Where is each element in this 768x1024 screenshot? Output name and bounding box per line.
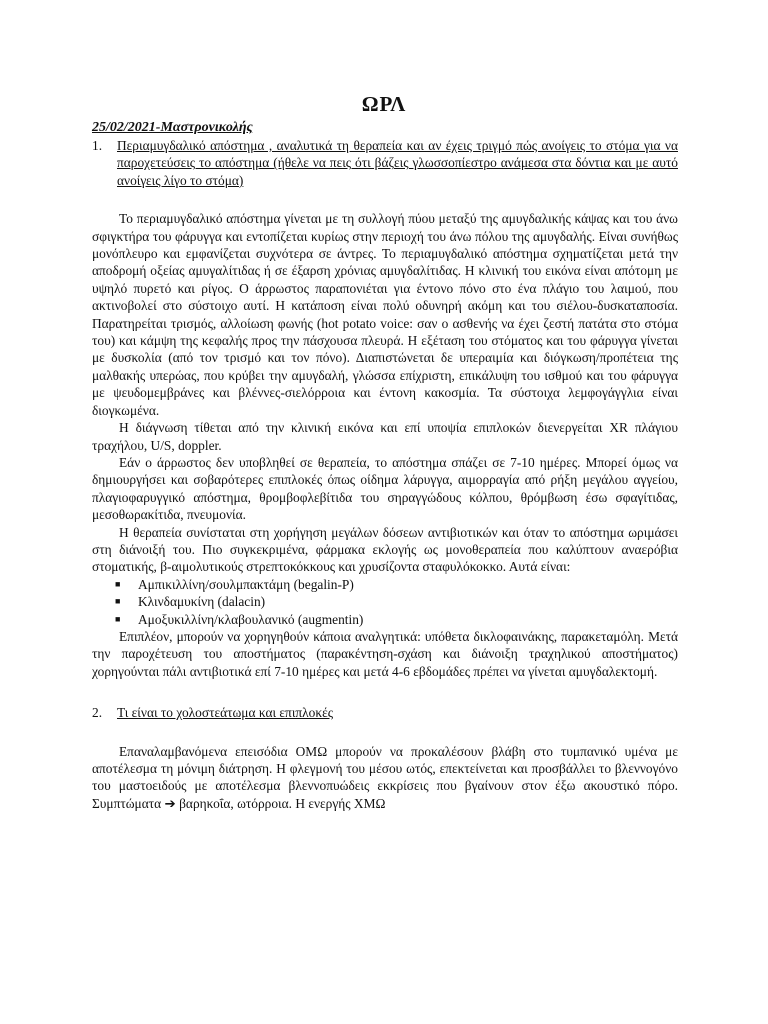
square-bullet-icon: ■ <box>115 613 121 624</box>
answer-1-paragraph-2: Η διάγνωση τίθεται από την κλινική εικόνα και επί υποψία επιπλοκών διενεργείται XR πλάγιου τραχήλου, U/S, doppler. <box>92 420 678 453</box>
square-bullet-icon: ■ <box>115 596 121 607</box>
question-1-number: 1. <box>92 138 103 153</box>
answer-2-text-after-arrow: βαρηκοΐα, ωτόρροια. Η ενεργής ΧΜΩ <box>179 795 386 811</box>
square-bullet-icon: ■ <box>115 578 121 589</box>
answer-2-paragraph-1 <box>92 743 678 814</box>
answer-2-text-before-arrow: Επαναλαμβανόμενα επεισόδια ΟΜΩ μπορούν να προκαλέσουν βλάβη στο τυμπανικό υμένα με αποτέλεσμα τη μόνιμη διάτρηση. Η φλεγμονή του μέσου ωτός, επεκτείνεται και προσβάλλει το βλεννογόνο του μαστοειδούς με αποτέλεσμα βλεννοπυώδεις εκκρίσεις που βγαίνουν στον έξω ακουστικό πόρο. Συμπτώματα <box>92 743 678 811</box>
right-arrow-icon: ➔ <box>164 796 176 812</box>
spacer <box>92 680 678 704</box>
answer-1-paragraph-1: Το περιαμυγδαλικό απόστημα γίνεται με τη συλλογή πύου μεταξύ της αμυγδαλικής κάψας και του άνω σφιγκτήρα του φάρυγγα και εντοπίζεται κυρίως στην περιοχή του άνω πόλου της αμυγδαλής. Είναι συνήθως μονόπλευρο και εμφανίζεται συχνότερα σε άντρες. Το περιαμυγδαλικό απόστημα σχηματίζεται μετά την αποδρομή οξείας αμυγαλίτιδας ή σε έξαρση χρόνιας αμυγδαλίτιδας. Η κλινική του εικόνα είναι απότομη με υψηλό πυρετό και ρίγος. Ο άρρωστος παραπονιέται για έντονο πόνο στο ένα πλάγιο του λαιμού, που ακτινοβολεί στο σύστοιχο αυτί. Η κατάποση είναι πολύ οδυνηρή ακόμη και του σιέλου-δυσκαταποσία. Παρατηρείται τρισμός, αλλοίωση φωνής (hot potato voice: σαν ο ασθενής να έχει ζεστή πατάτα στο στόμα του) και κάμψη της κεφαλής προς την πάσχουσα πλευρά. Η εξέταση του στόματος και του φάρυγγα γίνεται με δυσκολία (από τον τρισμό και τον πόνο). Διαπιστώνεται δε υπεραιμία και διόγκωση/προπέτεια της μαλθακής υπερώας, που κρύβει την αμυγδαλή, γλώσσα επίχριστη, επικάλυψη του ισθμού και του φάρυγγα με ψευδομεμβράνες και βλέννες-σιελόρροια και έντονη κακοσμία. Τα σύστοιχα λεμφογάγγλια είναι διογκωμένα. <box>92 211 678 418</box>
list-item <box>115 611 678 628</box>
antibiotic-list <box>92 576 678 628</box>
list-item <box>115 593 678 610</box>
spacer <box>92 189 678 210</box>
question-2-number: 2. <box>92 705 103 721</box>
answer-1-paragraph-4: Η θεραπεία συνίσταται στη χορήγηση μεγάλων δόσεων αντιβιοτικών και όταν το απόστημα ωριμάσει στη διάνοιξή του. Πιο συγκεκριμένα, φάρμακα εκλογής ως μονοθεραπεία που καλύπτουν αναερόβια στοματικής, β-αιμολυτικούς στρεπτοκόκκους και χρυσίζοντα σταφυλόκοκκο. Αυτά είναι: <box>92 524 678 575</box>
list-item-text: Αμοξυκιλλίνη/κλαβουλανικό (augmentin) <box>138 611 364 627</box>
document-body <box>92 137 678 813</box>
spacer <box>92 722 678 743</box>
question-1 <box>92 137 678 189</box>
answer-1-paragraph-5: Επιπλέον, μπορούν να χορηγηθούν κάποια αναλγητικά: υπόθετα δικλοφαινάκης, παρακεταμόλη. Μετά την παροχέτευση του αποστήματος (παρακέντηση-σχάση και διάνοιξη τραχηλικού αποστήματος) χορηγούνται πάλι αντιβιοτικά επί 7-10 ημέρες και μετά 4-6 εβδομάδες πρέπει να γίνεται αμυγδαλεκτομή. <box>92 628 678 679</box>
question-2-text: Τι είναι το χολοστεάτωμα και επιπλοκές <box>117 705 334 721</box>
question-1-text: Περιαμυγδαλικό απόστημα , αναλυτικά τη θεραπεία και αν έχεις τριγμό πώς ανοίγεις το στόμα για να παροχετεύσεις το απόστημα (ήθελε να πεις ότι βάζεις γλωσσοπίεστρο ανάμεσα στα δόντια και με αυτό ανοίγεις λίγο το στόμα) <box>117 138 678 188</box>
list-item <box>115 576 678 593</box>
date-heading: 25/02/2021-Μαστρονικολής <box>92 120 253 135</box>
list-item-text: Αμπικιλλίνη/σουλμπακτάμη (begalin-P) <box>138 576 354 592</box>
document-title: ΩΡΛ <box>361 92 407 116</box>
answer-1-paragraph-3: Εάν ο άρρωστος δεν υποβληθεί σε θεραπεία, το απόστημα σπάζει σε 7-10 ημέρες. Μπορεί όμως να δημιουργήσει και σοβαρότερες επιπλοκές όπως οίδημα λάρυγγα, αιμορραγία από ρήξη μεγάλου αγγείου, πλαγιοφαρυγγικό απόστημα, θρομβοφλεβίτιδα του σηραγγώδους κόλπου, θρόμβωση έσω σφαγίτιδας, μεσοθωρακίτιδα, πνευμονία. <box>92 454 678 523</box>
question-2 <box>92 704 678 721</box>
list-item-text: Κλινδαμυκίνη (dalacin) <box>138 594 266 610</box>
